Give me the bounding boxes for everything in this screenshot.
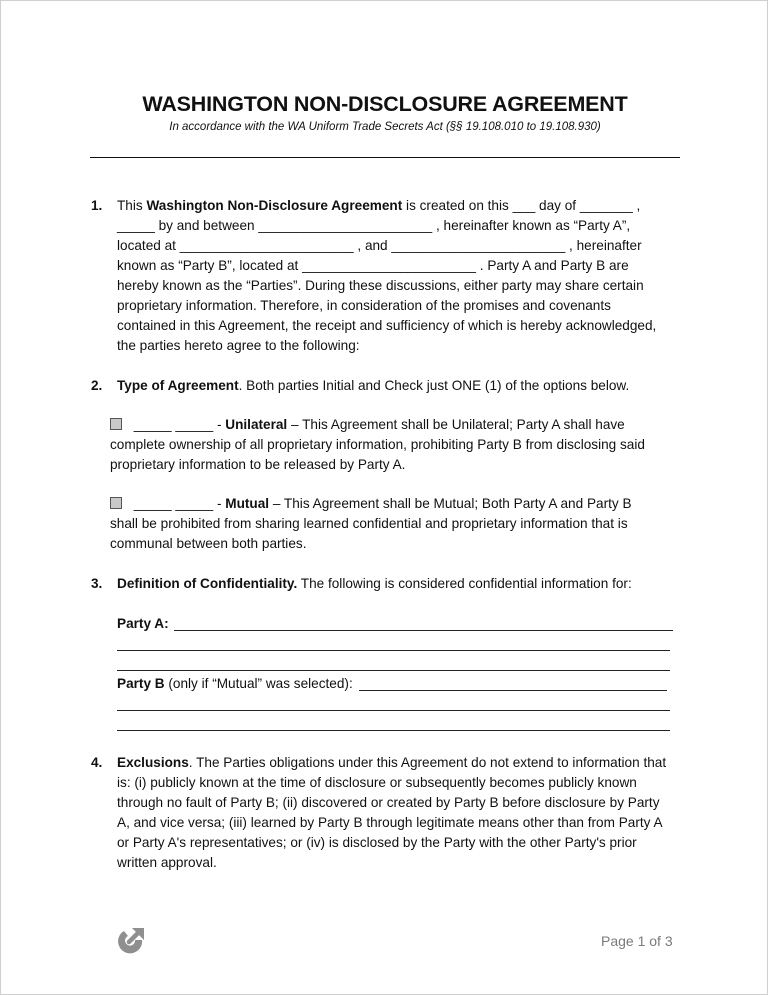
- page-number: Page 1 of 3: [601, 933, 673, 949]
- option-mutual: _____ _____ - Mutual – This Agreement shall be Mutual; Both Party A and Party B: [110, 496, 632, 512]
- option-unilateral-text: complete ownership of all proprietary information, prohibiting Party B from disclosing said: [110, 437, 645, 452]
- party-b-field-line-3[interactable]: [117, 730, 670, 731]
- mutual-label: Mutual: [225, 496, 270, 511]
- section-4-line: A, and vice versa; (iii) learned by Party B through legitimate means other than from Party A: [117, 815, 663, 830]
- section-1-line: _____ by and between _______________________ , hereinafter known as “Party A”,: [117, 218, 631, 233]
- document-title: WASHINGTON NON-DISCLOSURE AGREEMENT: [142, 92, 628, 116]
- party-a-field[interactable]: [174, 630, 673, 631]
- section-1-number: 1.: [91, 198, 103, 213]
- section-3-heading-line: Definition of Confidentiality. The following is considered confidential information for:: [117, 576, 632, 591]
- section-1-line: located at _______________________ , and _______________________ , hereinafter: [117, 238, 642, 253]
- party-a-field-line-3[interactable]: [117, 670, 670, 671]
- section-1-line: the parties hereto agree to the following:: [117, 338, 360, 353]
- refresh-arrow-logo-icon: [115, 923, 149, 957]
- section-1-line: contained in this Agreement, the receipt and sufficiency of which is hereby acknowledged,: [117, 318, 657, 333]
- party-b-field[interactable]: [359, 690, 667, 691]
- party-a-label: Party A:: [117, 616, 169, 631]
- section-2-number: 2.: [91, 378, 103, 393]
- section-2-heading-line: Type of Agreement. Both parties Initial and Check just ONE (1) of the options below.: [117, 378, 630, 393]
- section-1-line: proprietary information. Therefore, in consideration of the promises and covenants: [117, 298, 611, 313]
- option-mutual-text: communal between both parties.: [110, 536, 307, 551]
- mutual-initials-blanks[interactable]: _____ _____: [133, 496, 214, 511]
- section-4-number: 4.: [91, 755, 103, 770]
- option-unilateral: _____ _____ - Unilateral – This Agreement shall be Unilateral; Party A shall have: [110, 417, 625, 433]
- mutual-checkbox[interactable]: [110, 497, 122, 509]
- party-b-label: Party B (only if “Mutual” was selected):: [117, 676, 353, 691]
- section-4-line: written approval.: [117, 855, 217, 870]
- section-4-line: through no fault of Party B; (ii) discovered or created by Party B before disclosure by Party: [117, 795, 660, 810]
- unilateral-label: Unilateral: [225, 417, 288, 432]
- section-4-line: Exclusions. The Parties obligations under this Agreement do not extend to information that: [117, 755, 667, 770]
- section-1-line: known as “Party B”, located at _______________________ . Party A and Party B are: [117, 258, 629, 273]
- section-1-line: hereby known as the “Parties”. During these discussions, either party may share certain: [117, 278, 644, 293]
- unilateral-initials-blanks[interactable]: _____ _____: [133, 417, 214, 432]
- document-subtitle: In accordance with the WA Uniform Trade Secrets Act (§§ 19.108.010 to 19.108.930): [169, 121, 601, 133]
- section-1-line: This Washington Non-Disclosure Agreement is created on this ___ day of _______ ,: [117, 198, 641, 213]
- unilateral-checkbox[interactable]: [110, 418, 122, 430]
- title-divider: [90, 157, 680, 158]
- party-a-field-line-2[interactable]: [117, 650, 670, 651]
- option-mutual-text: shall be prohibited from sharing learned confidential and proprietary information that is: [110, 516, 628, 531]
- section-4-line: is: (i) publicly known at the time of disclosure or subsequently becomes publicly known: [117, 775, 637, 790]
- party-b-field-line-2[interactable]: [117, 710, 670, 711]
- option-unilateral-text: proprietary information to be released by Party A.: [110, 457, 406, 472]
- section-3-number: 3.: [91, 576, 103, 591]
- section-4-line: or Party A's representatives; or (iv) is disclosed by the Party with the other Party's prior: [117, 835, 637, 850]
